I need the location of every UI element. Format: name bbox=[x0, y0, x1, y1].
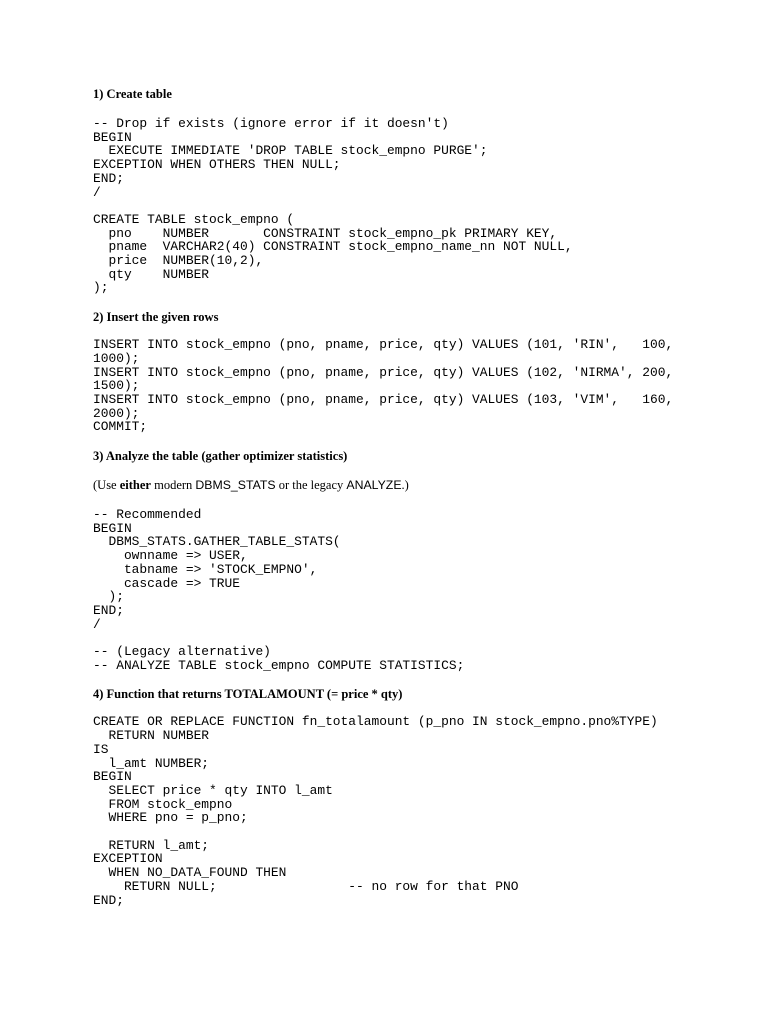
code-block-gather-stats: -- Recommended BEGIN DBMS_STATS.GATHER_TABLE_STATS( ownname => USER, tabname => 'STOCK_EMPNO', cascade => TRUE ); END; / bbox=[93, 507, 341, 632]
document-body bbox=[93, 86, 733, 907]
code-block-function-tail: RETURN l_amt; EXCEPTION WHEN NO_DATA_FOUND THEN RETURN NULL; -- no row for that PNO END; bbox=[93, 837, 519, 908]
code-block-create-table: CREATE TABLE stock_empno ( pno NUMBER CONSTRAINT stock_empno_pk PRIMARY KEY, pname VARCHAR2(40) CONSTRAINT stock_empno_name_nn NOT NULL, price NUMBER(10,2), qty NUMBER ); bbox=[93, 211, 573, 296]
note-suffix: .) bbox=[401, 478, 409, 493]
note-prefix: (Use bbox=[93, 478, 120, 493]
note-term-dbms-stats: DBMS_STATS bbox=[195, 478, 276, 493]
code-block-function-head: CREATE OR REPLACE FUNCTION fn_totalamount (p_pno IN stock_empno.pno%TYPE) RETURN NUMBER IS l_amt NUMBER; BEGIN SELECT price * qty INTO l_amt FROM stock_empno WHERE pno = p_pno; bbox=[93, 714, 658, 826]
code-block-drop-table: -- Drop if exists (ignore error if it doesn't) BEGIN EXECUTE IMMEDIATE 'DROP TABLE stock_empno PURGE'; EXCEPTION WHEN OTHERS THEN NULL; END; / bbox=[93, 116, 488, 200]
note-term-analyze: ANALYZE bbox=[346, 478, 402, 493]
section-heading-insert-rows: 2) Insert the given rows bbox=[93, 310, 219, 325]
section-heading-function: 4) Function that returns TOTALAMOUNT (= price * qty) bbox=[93, 687, 403, 702]
code-block-legacy-analyze: -- (Legacy alternative) -- ANALYZE TABLE stock_empno COMPUTE STATISTICS; bbox=[93, 644, 465, 673]
note-mid-1: modern bbox=[150, 478, 196, 493]
note-mid-2: or the legacy bbox=[275, 478, 347, 493]
section-heading-create-table: 1) Create table bbox=[93, 87, 172, 101]
note-emphasis: either bbox=[119, 478, 151, 493]
section-heading-analyze-table: 3) Analyze the table (gather optimizer statistics) bbox=[93, 449, 348, 464]
code-block-insert-rows: INSERT INTO stock_empno (pno, pname, price, qty) VALUES (101, 'RIN', 100, 1000); INSERT INTO stock_empno (pno, pname, price, qty) VALUES (102, 'NIRMA', 200, 1500); INSERT INTO stock_empno (pno, pname, price, qty) VALUES (103, 'VIM', 160, 2000); COMMIT; bbox=[93, 337, 674, 435]
analyze-note bbox=[93, 477, 733, 493]
